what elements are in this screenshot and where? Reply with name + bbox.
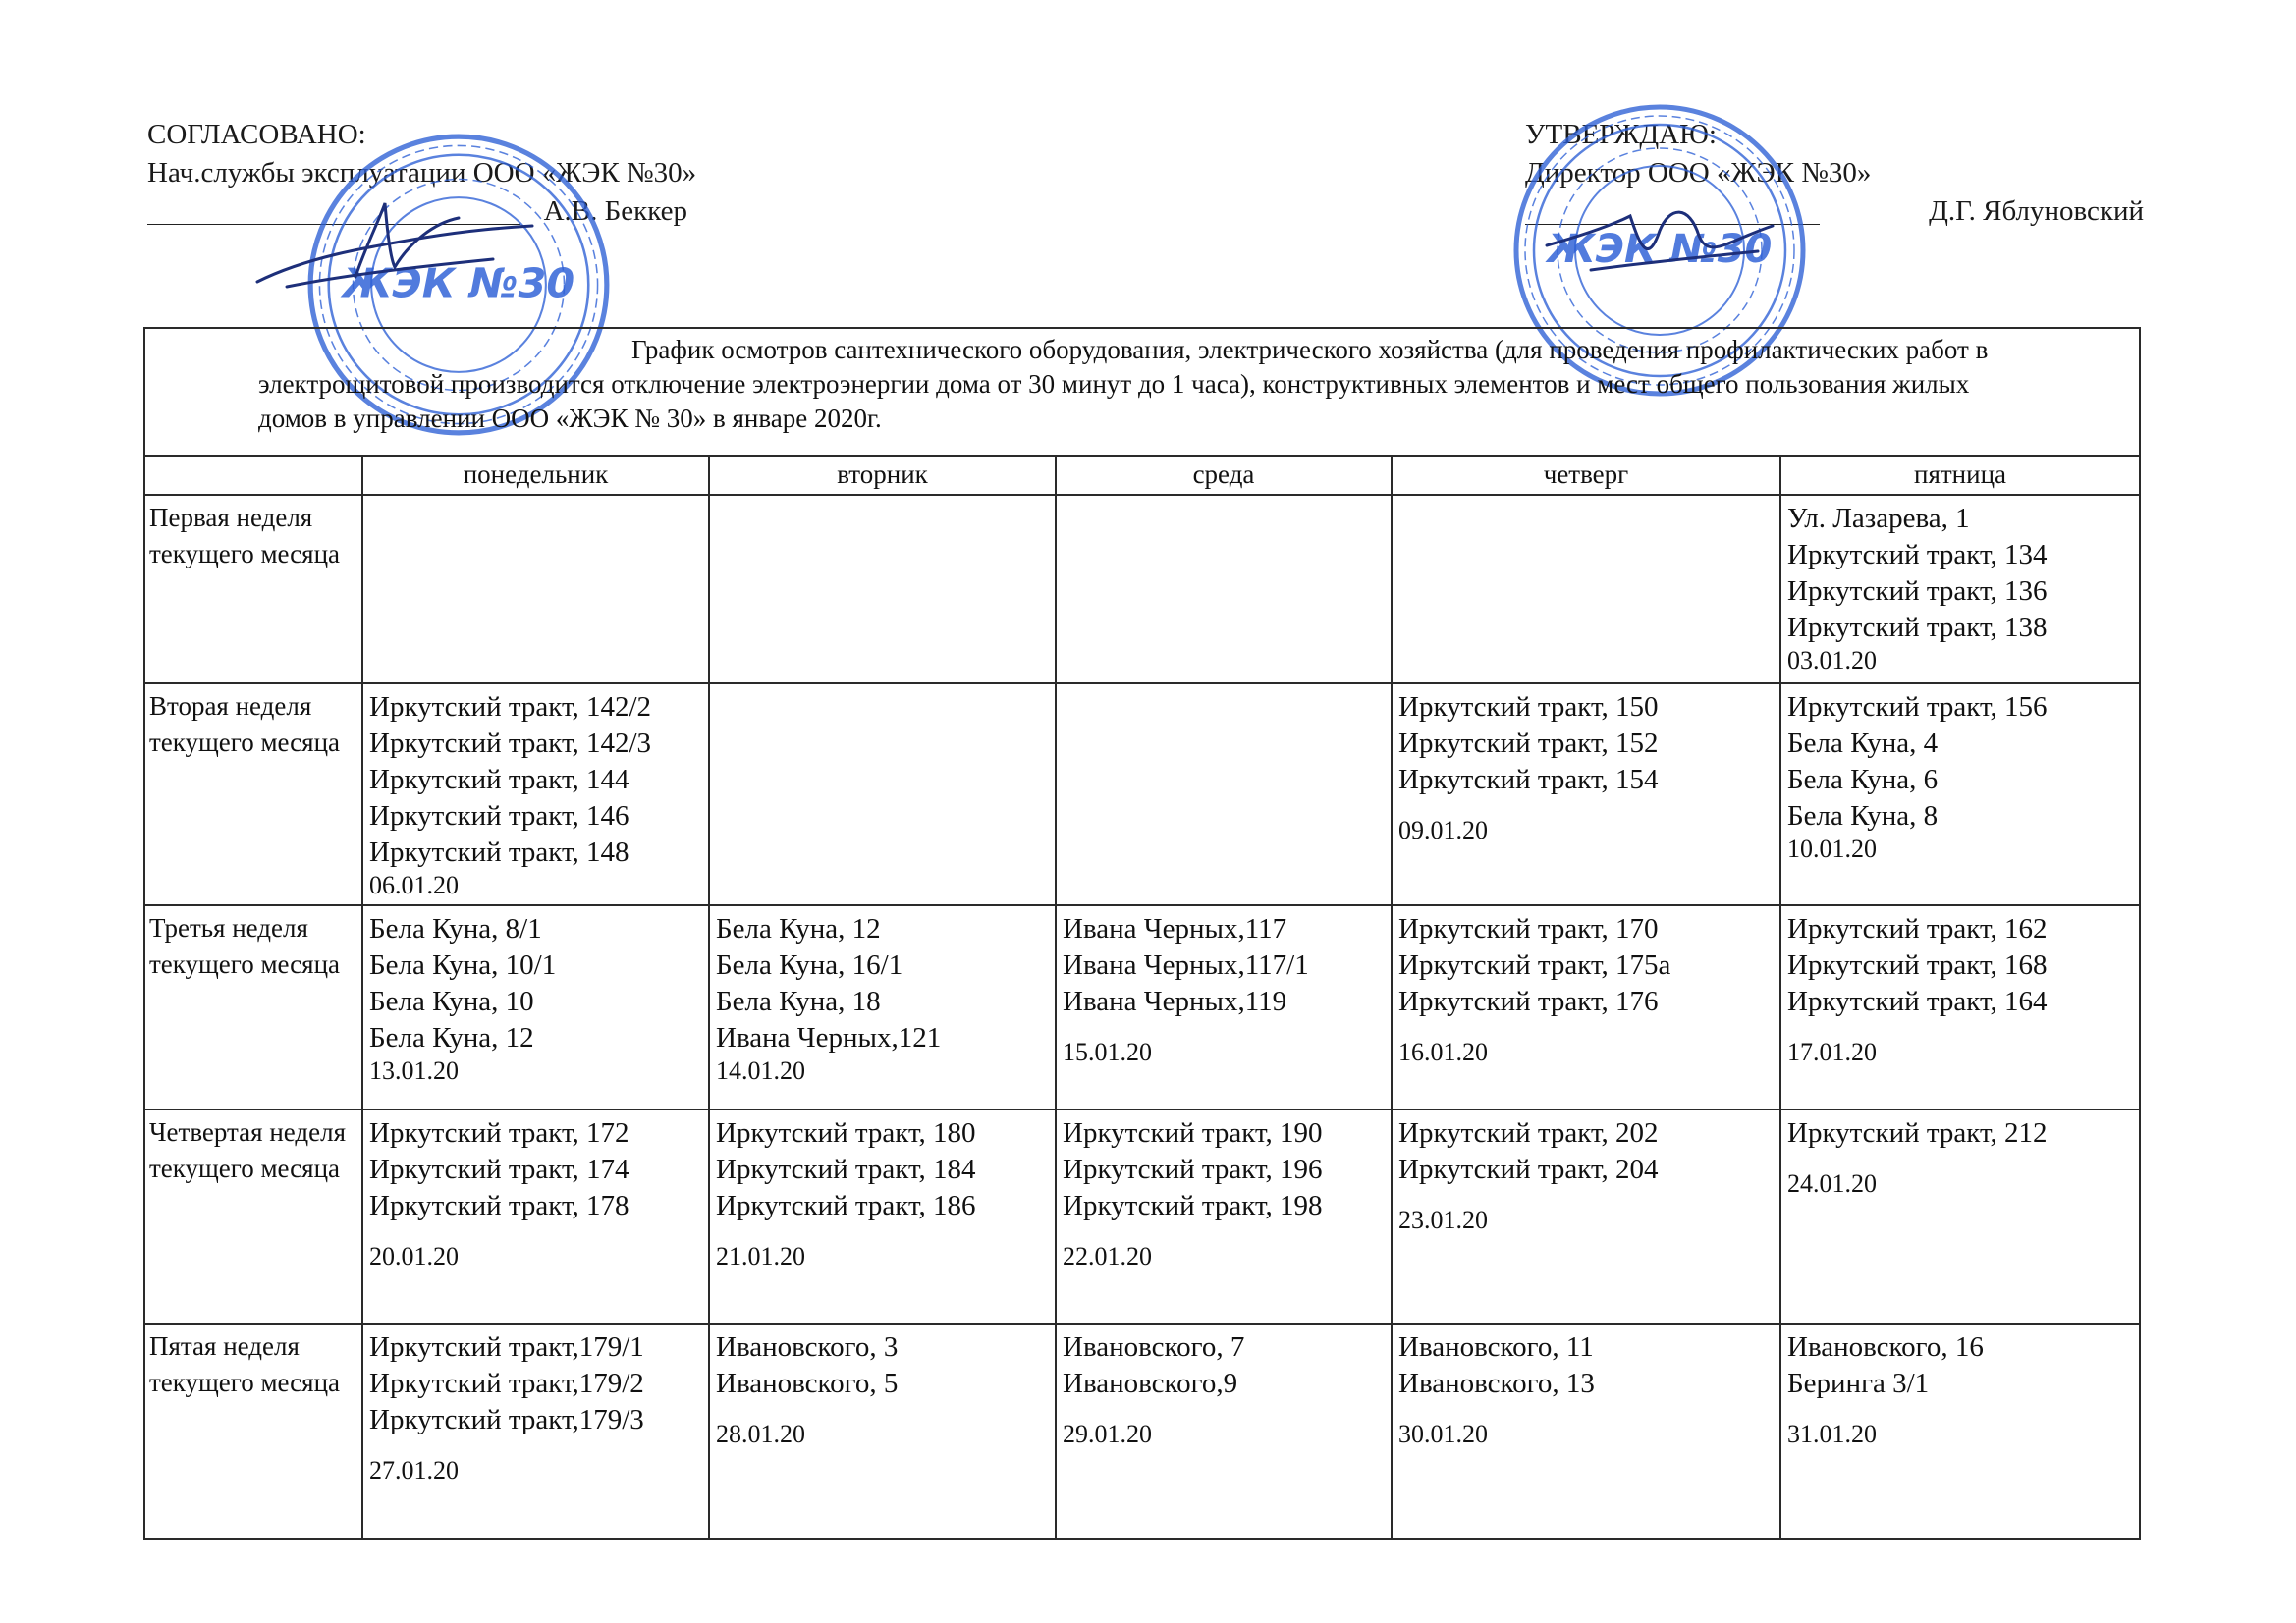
address-entry: Иркутский тракт, 174 bbox=[369, 1154, 629, 1185]
stamp-center-text: ЖЭК №30 bbox=[342, 259, 575, 307]
schedule-cell bbox=[1056, 905, 1392, 1109]
address-entry: Иркутский тракт, 136 bbox=[1787, 575, 2048, 607]
week-label: Вторая неделя текущего месяца bbox=[144, 683, 362, 905]
schedule-body bbox=[144, 495, 2140, 1539]
address-entry: Иркутский тракт, 198 bbox=[1063, 1190, 1323, 1221]
address-entry: Иркутский тракт, 178 bbox=[369, 1190, 629, 1221]
schedule-cell bbox=[1056, 1109, 1392, 1324]
table-row bbox=[144, 1324, 2140, 1539]
inspection-date: 21.01.20 bbox=[716, 1242, 805, 1271]
address-entry: Иркутский тракт,179/3 bbox=[369, 1404, 644, 1435]
signature-underline bbox=[147, 224, 520, 225]
address-entry: Иркутский тракт, 172 bbox=[369, 1117, 629, 1149]
address-entry: Иркутский тракт, 184 bbox=[716, 1154, 976, 1185]
week-label: Пятая неделя текущего месяца bbox=[144, 1324, 362, 1539]
address-entry: Бела Куна, 10/1 bbox=[369, 949, 557, 981]
approval-block-left bbox=[147, 116, 815, 231]
address-entry: Иркутский тракт,179/1 bbox=[369, 1331, 644, 1363]
approval-block-right bbox=[1525, 116, 2144, 231]
address-entry: Иркутский тракт, 186 bbox=[716, 1190, 976, 1221]
address-entry: Ивана Черных,117/1 bbox=[1063, 949, 1309, 981]
address-entry: Иркутский тракт, 204 bbox=[1398, 1154, 1659, 1185]
schedule-cell bbox=[1780, 495, 2140, 683]
address-entry: Иркутский тракт, 164 bbox=[1787, 986, 2048, 1017]
schedule-cell bbox=[709, 683, 1056, 905]
address-entry: Ивановского, 11 bbox=[1398, 1331, 1594, 1363]
signature-line-right bbox=[1525, 192, 2144, 231]
address-entry: Бела Куна, 6 bbox=[1787, 764, 1939, 795]
approval-position-left: Нач.службы эксплуатации ООО «ЖЭК №30» bbox=[147, 157, 697, 189]
address-entry: Иркутский тракт, 138 bbox=[1787, 612, 2048, 643]
table-title-cell bbox=[144, 328, 2140, 456]
address-entry: Бела Куна, 4 bbox=[1787, 728, 1939, 759]
address-entry: Иркутский тракт, 152 bbox=[1398, 728, 1659, 759]
address-entry: Бела Куна, 12 bbox=[716, 913, 881, 945]
schedule-cell bbox=[362, 905, 709, 1109]
address-entry: Иркутский тракт, 134 bbox=[1787, 539, 2048, 570]
inspection-date: 10.01.20 bbox=[1787, 835, 1877, 863]
inspection-date: 29.01.20 bbox=[1063, 1420, 1152, 1448]
address-entry: Иркутский тракт, 148 bbox=[369, 837, 629, 868]
approval-heading-right: УТВЕРЖДАЮ: bbox=[1525, 119, 1717, 150]
address-entry: Ивана Черных,119 bbox=[1063, 986, 1287, 1017]
inspection-date: 09.01.20 bbox=[1398, 816, 1488, 844]
schedule-cell bbox=[1392, 495, 1780, 683]
schedule-cell bbox=[1780, 683, 2140, 905]
address-entry: Иркутский тракт, 154 bbox=[1398, 764, 1659, 795]
address-entry: Иркутский тракт, 142/3 bbox=[369, 728, 652, 759]
week-label: Третья неделя текущего месяца bbox=[144, 905, 362, 1109]
address-entry: Бела Куна, 18 bbox=[716, 986, 881, 1017]
week-label: Первая неделя текущего месяца bbox=[144, 495, 362, 683]
signer-name-right: Д.Г. Яблуновский bbox=[1929, 195, 2144, 227]
day-header-row bbox=[144, 456, 2140, 495]
inspection-date: 17.01.20 bbox=[1787, 1038, 1877, 1066]
table-row bbox=[144, 1109, 2140, 1324]
address-entry: Иркутский тракт, 176 bbox=[1398, 986, 1659, 1017]
address-entry: Иркутский тракт, 144 bbox=[369, 764, 629, 795]
address-entry: Ивановского, 16 bbox=[1787, 1331, 1984, 1363]
schedule-cell bbox=[1392, 683, 1780, 905]
schedule-cell bbox=[1780, 1324, 2140, 1539]
address-entry: Ивана Черных,117 bbox=[1063, 913, 1287, 945]
schedule-cell bbox=[709, 1324, 1056, 1539]
table-row bbox=[144, 683, 2140, 905]
day-header: вторник bbox=[709, 456, 1056, 495]
schedule-cell bbox=[709, 905, 1056, 1109]
address-entry: Иркутский тракт, 146 bbox=[369, 800, 629, 832]
inspection-date: 22.01.20 bbox=[1063, 1242, 1152, 1271]
address-entry: Бела Куна, 12 bbox=[369, 1022, 534, 1054]
address-entry: Бела Куна, 8 bbox=[1787, 800, 1939, 832]
table-row bbox=[144, 905, 2140, 1109]
inspection-date: 30.01.20 bbox=[1398, 1420, 1488, 1448]
inspection-date: 20.01.20 bbox=[369, 1242, 459, 1271]
address-entry: Ивановского,9 bbox=[1063, 1368, 1238, 1399]
schedule-cell bbox=[1056, 683, 1392, 905]
schedule-cell bbox=[362, 1109, 709, 1324]
schedule-cell bbox=[709, 1109, 1056, 1324]
header-empty-cell bbox=[144, 456, 362, 495]
schedule-cell bbox=[1780, 1109, 2140, 1324]
address-entry: Ивановского, 7 bbox=[1063, 1331, 1245, 1363]
signature-underline bbox=[1525, 224, 1820, 225]
inspection-date: 16.01.20 bbox=[1398, 1038, 1488, 1066]
address-entry: Ивановского, 3 bbox=[716, 1331, 899, 1363]
day-header: четверг bbox=[1392, 456, 1780, 495]
address-entry: Иркутский тракт, 196 bbox=[1063, 1154, 1323, 1185]
day-header: пятница bbox=[1780, 456, 2140, 495]
approval-position-right: Директор ООО «ЖЭК №30» bbox=[1525, 157, 1872, 189]
inspection-date: 13.01.20 bbox=[369, 1056, 459, 1085]
schedule-cell bbox=[1392, 1109, 1780, 1324]
signer-name-left: А.В. Беккер bbox=[543, 195, 687, 227]
address-entry: Иркутский тракт, 175а bbox=[1398, 949, 1671, 981]
address-entry: Иркутский тракт, 142/2 bbox=[369, 691, 652, 723]
address-entry: Бела Куна, 16/1 bbox=[716, 949, 903, 981]
inspection-date: 23.01.20 bbox=[1398, 1206, 1488, 1234]
address-entry: Ивановского, 13 bbox=[1398, 1368, 1595, 1399]
inspection-date: 28.01.20 bbox=[716, 1420, 805, 1448]
stamp-center-text: ЖЭК №30 bbox=[1547, 227, 1773, 272]
table-row bbox=[144, 495, 2140, 683]
schedule-cell bbox=[1392, 1324, 1780, 1539]
address-entry: Иркутский тракт, 202 bbox=[1398, 1117, 1659, 1149]
table-title: График осмотров сантехнического оборудования, электрического хозяйства (для проведения профилактических работ в электрощитовой производится отключение электроэнергии дома от 30 минут до 1 часа), конструктивных элементов и мест общего пользования жилых домов в управлении ООО «ЖЭК № 30» в январе 2020г. bbox=[258, 335, 1989, 433]
inspection-date: 14.01.20 bbox=[716, 1056, 805, 1085]
inspection-date: 03.01.20 bbox=[1787, 646, 1877, 675]
day-header: среда bbox=[1056, 456, 1392, 495]
address-entry: Иркутский тракт, 180 bbox=[716, 1117, 976, 1149]
inspection-date: 31.01.20 bbox=[1787, 1420, 1877, 1448]
schedule-cell bbox=[362, 683, 709, 905]
signature-line-left bbox=[147, 192, 815, 231]
address-entry: Иркутский тракт, 168 bbox=[1787, 949, 2048, 981]
schedule-cell bbox=[362, 495, 709, 683]
address-entry: Ул. Лазарева, 1 bbox=[1787, 503, 1970, 534]
address-entry: Ивана Черных,121 bbox=[716, 1022, 942, 1054]
schedule-cell bbox=[1392, 905, 1780, 1109]
inspection-date: 24.01.20 bbox=[1787, 1169, 1877, 1198]
week-label: Четвертая неделя текущего месяца bbox=[144, 1109, 362, 1324]
inspection-date: 06.01.20 bbox=[369, 871, 459, 899]
address-entry: Иркутский тракт, 170 bbox=[1398, 913, 1659, 945]
day-header: понедельник bbox=[362, 456, 709, 495]
address-entry: Иркутский тракт, 156 bbox=[1787, 691, 2048, 723]
address-entry: Иркутский тракт, 212 bbox=[1787, 1117, 2048, 1149]
address-entry: Иркутский тракт, 190 bbox=[1063, 1117, 1323, 1149]
schedule-cell bbox=[1056, 1324, 1392, 1539]
address-entry: Иркутский тракт, 150 bbox=[1398, 691, 1659, 723]
inspection-date: 15.01.20 bbox=[1063, 1038, 1152, 1066]
inspection-date: 27.01.20 bbox=[369, 1456, 459, 1485]
schedule-cell bbox=[362, 1324, 709, 1539]
schedule-cell bbox=[709, 495, 1056, 683]
address-entry: Бела Куна, 10 bbox=[369, 986, 534, 1017]
address-entry: Беринга 3/1 bbox=[1787, 1368, 1930, 1399]
schedule-table bbox=[143, 327, 2141, 1540]
address-entry: Ивановского, 5 bbox=[716, 1368, 899, 1399]
address-entry: Иркутский тракт,179/2 bbox=[369, 1368, 644, 1399]
schedule-cell bbox=[1780, 905, 2140, 1109]
approval-heading-left: СОГЛАСОВАНО: bbox=[147, 119, 366, 150]
address-entry: Иркутский тракт, 162 bbox=[1787, 913, 2048, 945]
schedule-cell bbox=[1056, 495, 1392, 683]
address-entry: Бела Куна, 8/1 bbox=[369, 913, 542, 945]
